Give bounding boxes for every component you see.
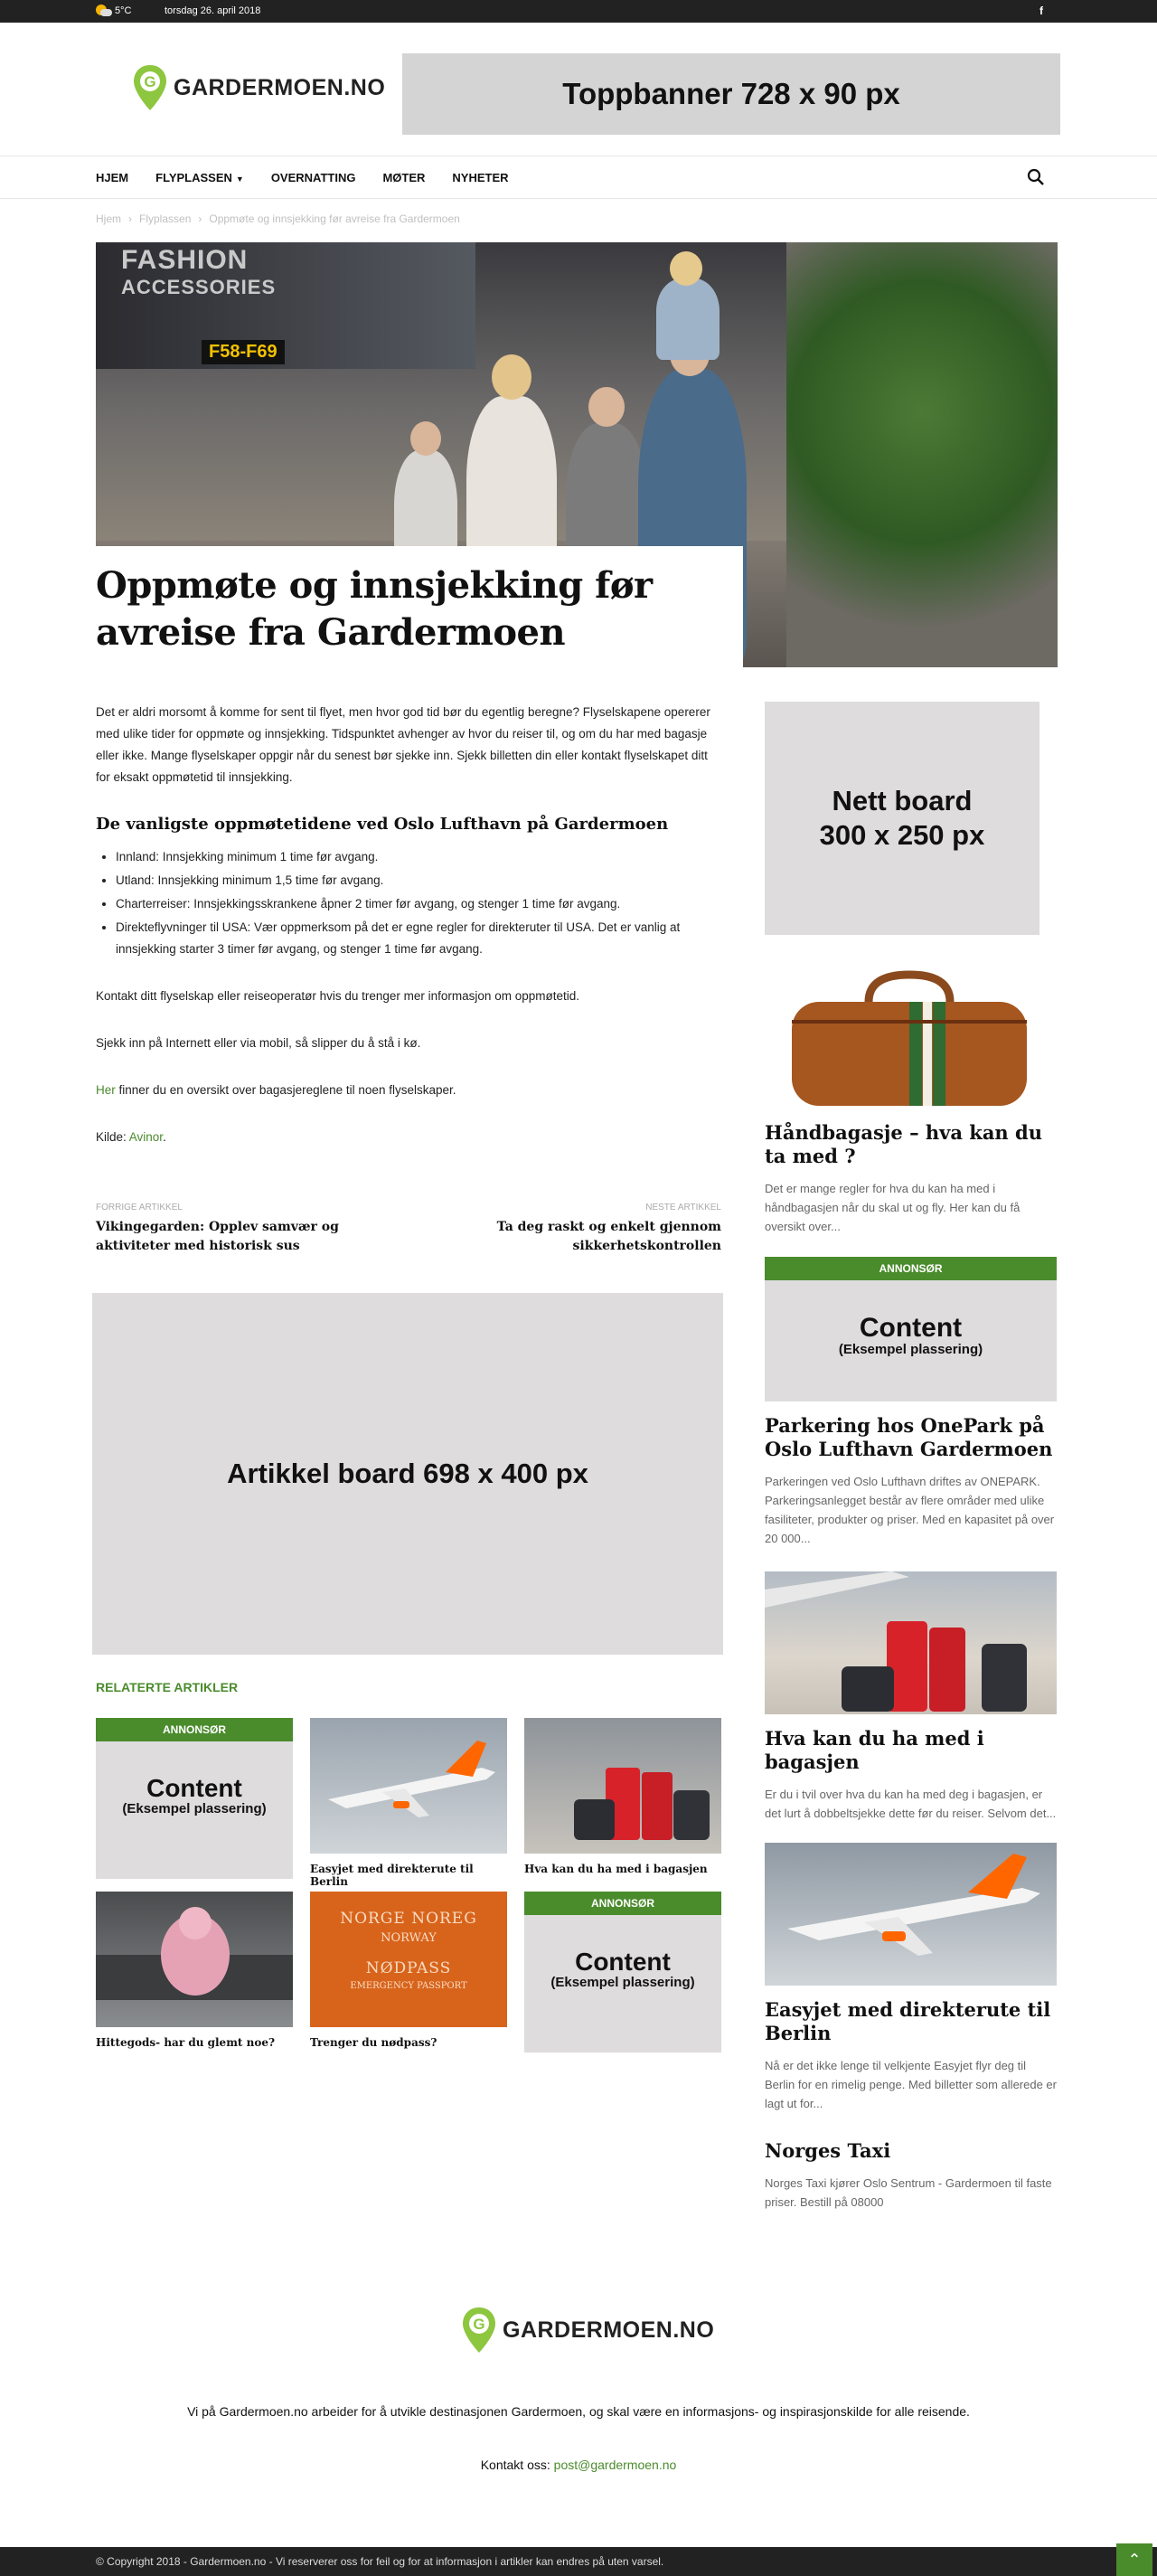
sidebar-post-title[interactable]: Hva kan du ha med i bagasjen — [765, 1727, 984, 1773]
advertiser-badge: ANNONSØR — [96, 1718, 293, 1741]
plant-decoration — [786, 242, 1058, 667]
related-item-easyjet[interactable] — [310, 1718, 507, 1888]
chevron-up-icon[interactable]: ⌃ — [1116, 2543, 1152, 2576]
related-caption[interactable]: Easyjet med direkterute til Berlin — [310, 1863, 474, 1888]
related-ad-tile[interactable] — [96, 1718, 293, 1879]
sidebar-post-title[interactable]: Parkering hos OnePark på Oslo Lufthavn Gardermoen — [765, 1414, 1053, 1460]
ad-sub-label: (Eksempel plassering) — [550, 1975, 695, 1990]
current-date: torsdag 26. april 2018 — [165, 5, 261, 16]
footer-about: Vi på Gardermoen.no arbeider for å utvikle destinasjonen Gardermoen, og skal være en informasjons- og inspirasjonskilde for alle reisende. — [187, 2404, 970, 2419]
sidebar-post[interactable] — [765, 1843, 1057, 2113]
related-item-bagasje[interactable] — [524, 1718, 721, 1875]
gate-sign: F58-F69 — [202, 340, 285, 364]
next-title[interactable]: Ta deg raskt og enkelt gjennom sikkerhetskontrollen — [496, 1220, 721, 1253]
ad-content-label: Content — [146, 1774, 242, 1802]
related-item-nodpass[interactable] — [310, 1892, 507, 2049]
sidebar-post[interactable] — [765, 966, 1057, 1236]
article-navigation — [96, 1203, 721, 1257]
contact-paragraph: Kontakt ditt flyselskap eller reiseoperatør hvis du trenger mer informasjon om oppmøtetid. — [96, 989, 579, 1003]
passport-image: NORGE NOREG NORWAY NØDPASS EMERGENCY PASSPORT — [310, 1892, 507, 2027]
article-subheading: De vanligste oppmøtetidene ved Oslo Lufthavn på Gardermoen — [96, 815, 669, 834]
sidebar-post[interactable] — [765, 1257, 1057, 1548]
sidebar-post-excerpt: Parkeringen ved Oslo Lufthavn driftes av ONEPARK. Parkeringsanlegget består av flere områder med ulike fasiliteter, produkter og priser. Med en kapasitet på over 20 000... — [765, 1475, 1055, 1545]
top-banner-ad[interactable]: Toppbanner 728 x 90 px — [402, 53, 1060, 135]
ad-content-label: Content — [575, 1948, 671, 1976]
ad-sub-label: (Eksempel plassering) — [122, 1801, 267, 1816]
nav-item-hjem[interactable]: HJEM — [96, 170, 129, 184]
lost-found-image — [96, 1892, 293, 2027]
footer-contact: Kontakt oss: post@gardermoen.no — [480, 2458, 677, 2472]
logo-text: GARDERMOEN.NO — [174, 74, 386, 100]
related-articles-heading: RELATERTE ARTIKLER — [96, 1680, 239, 1694]
breadcrumb-category[interactable]: Flyplassen — [139, 212, 192, 225]
sidebar-post-title[interactable]: Norges Taxi — [765, 2139, 891, 2162]
breadcrumb: Hjem › Flyplassen › Oppmøte og innsjekking før avreise fra Gardermoen — [96, 212, 460, 225]
svg-text:G: G — [473, 2316, 485, 2333]
breadcrumb-current: Oppmøte og innsjekking før avreise fra Gardermoen — [209, 212, 460, 225]
breadcrumb-home[interactable]: Hjem — [96, 212, 122, 225]
list-item: • Innland: Innsjekking minimum 1 time før avgang. — [116, 846, 721, 868]
nav-item-nyheter[interactable]: NYHETER — [452, 170, 509, 184]
next-article[interactable] — [423, 1203, 721, 1256]
sidebar-post-excerpt: Er du i tvil over hva du kan ha med deg i bagasjen, er det lurt å dobbeltsjekke dette før du reiser. Selvom det... — [765, 1788, 1057, 1820]
sidebar-post-excerpt: Nå er det ikke lenge til velkjente Easyjet flyr deg til Berlin for en rimelig penge. Med billetter som allerede er lagt ut for... — [765, 2059, 1057, 2110]
related-caption[interactable]: Trenger du nødpass? — [310, 2036, 437, 2049]
checkin-times-list — [116, 846, 721, 960]
source-link[interactable]: Avinor — [128, 1130, 164, 1144]
prev-title[interactable]: Vikingegarden: Opplev samvær og aktiviteter med historisk sus — [96, 1220, 339, 1253]
sidebar-post[interactable] — [765, 2127, 1057, 2212]
article-board-ad[interactable]: Artikkel board 698 x 400 px — [92, 1293, 723, 1655]
sidebar-post-title[interactable]: Easyjet med direkterute til Berlin — [765, 1998, 1051, 2044]
nav-item-moter[interactable]: MØTER — [382, 170, 426, 184]
chevron-down-icon: ▼ — [235, 174, 244, 184]
weather-widget — [96, 5, 131, 17]
site-logo[interactable] — [132, 63, 385, 112]
svg-text:G: G — [144, 73, 156, 90]
nav-item-flyplassen[interactable]: FLYPLASSEN ▼ — [155, 170, 244, 184]
footer-logo[interactable] — [461, 2306, 714, 2354]
related-ad-tile[interactable] — [524, 1892, 721, 2052]
logo-text: GARDERMOEN.NO — [503, 2317, 715, 2343]
article-title-box — [96, 546, 743, 667]
airplane-image — [310, 1718, 507, 1854]
next-label: NESTE ARTIKKEL — [645, 1203, 721, 1213]
list-item: • Direkteflyvninger til USA: Vær oppmerksom på det er egne regler for direkteruter til USA. Det er vanlig at innsjekking starter 3 timer før avgang, og stenger 1 time før avgang. — [116, 917, 721, 960]
previous-article[interactable] — [96, 1203, 394, 1256]
related-caption[interactable]: Hva kan du ha med i bagasjen — [524, 1863, 708, 1875]
search-icon[interactable] — [1027, 168, 1045, 186]
sidebar-ad-tile[interactable] — [765, 1257, 1057, 1401]
baggage-paragraph: Her finner du en oversikt over bagasjereglene til noen flyselskaper. — [96, 1083, 456, 1097]
bottom-bar — [0, 2547, 1157, 2576]
handbag-image — [765, 966, 1057, 1109]
sidebar-post-excerpt: Det er mange regler for hva du kan ha med i håndbagasjen når du skal ut og fly. Her kan du få oversikt over... — [765, 1182, 1021, 1233]
prev-label: FORRIGE ARTIKKEL — [96, 1203, 183, 1213]
baggage-link[interactable]: Her — [96, 1083, 116, 1097]
list-item: • Charterreiser: Innsjekkingsskrankene åpner 2 timer før avgang, og stenger 1 time før avgang. — [116, 893, 721, 915]
contact-email-link[interactable]: post@gardermoen.no — [553, 2458, 677, 2472]
article-body — [96, 702, 721, 1174]
article-intro: Det er aldri morsomt å komme for sent til flyet, men hvor god tid bør du egentlig beregne? Flyselskapene opererer med ulike tider for oppmøte og innsjekking. Tidspunktet avhenger av hvor du reiser til, og om du har med bagasje eller ikke. Mange flyselskaper oppgir når du senest bør sjekke inn. Sjekk billetten din eller kontakt flyselskapet ditt for eksakt oppmøtetid til innsjekking. — [96, 705, 710, 784]
related-item-hittegods[interactable] — [96, 1892, 293, 2049]
advertiser-badge: ANNONSØR — [524, 1892, 721, 1915]
ad-content-label: Content — [859, 1313, 963, 1343]
sidebar-post-title[interactable]: Håndbagasje – hva kan du ta med ? — [765, 1121, 1042, 1167]
top-bar — [0, 0, 1157, 23]
source-paragraph: Kilde: Avinor. — [96, 1130, 166, 1144]
copyright: © Copyright 2018 - Gardermoen.no - Vi reserverer oss for feil og for at informasjon i artikler kan endres på uten varsel. — [96, 2555, 664, 2568]
ad-sub-label: (Eksempel plassering) — [838, 1342, 983, 1357]
logo-pin-icon — [461, 2306, 497, 2354]
checkin-paragraph: Sjekk inn på Internett eller via mobil, så slipper du å stå i kø. — [96, 1036, 421, 1050]
sidebar-post-excerpt: Norges Taxi kjører Oslo Sentrum - Gardermoen til faste priser. Bestill på 08000 — [765, 2176, 1052, 2209]
list-item: • Utland: Innsjekking minimum 1,5 time før avgang. — [116, 870, 721, 892]
sidebar-post[interactable] — [765, 1571, 1057, 1823]
airplane-image — [765, 1843, 1057, 1986]
weather-icon — [96, 5, 112, 17]
shop-sign: FASHION ACCESSORIES — [96, 242, 475, 369]
logo-pin-icon — [132, 63, 168, 112]
luggage-image — [524, 1718, 721, 1854]
nav-item-overnatting[interactable]: OVERNATTING — [270, 170, 356, 184]
related-caption[interactable]: Hittegods- har du glemt noe? — [96, 2036, 276, 2049]
article-title: Oppmøte og innsjekking før avreise fra Gardermoen — [96, 564, 653, 654]
luggage-image — [765, 1571, 1057, 1714]
main-navigation — [0, 156, 1157, 199]
net-board-ad[interactable]: Nett board 300 x 250 px — [765, 702, 1039, 935]
advertiser-badge: ANNONSØR — [765, 1257, 1057, 1280]
facebook-icon[interactable]: f — [1039, 5, 1043, 17]
temperature: 5°C — [115, 5, 132, 16]
